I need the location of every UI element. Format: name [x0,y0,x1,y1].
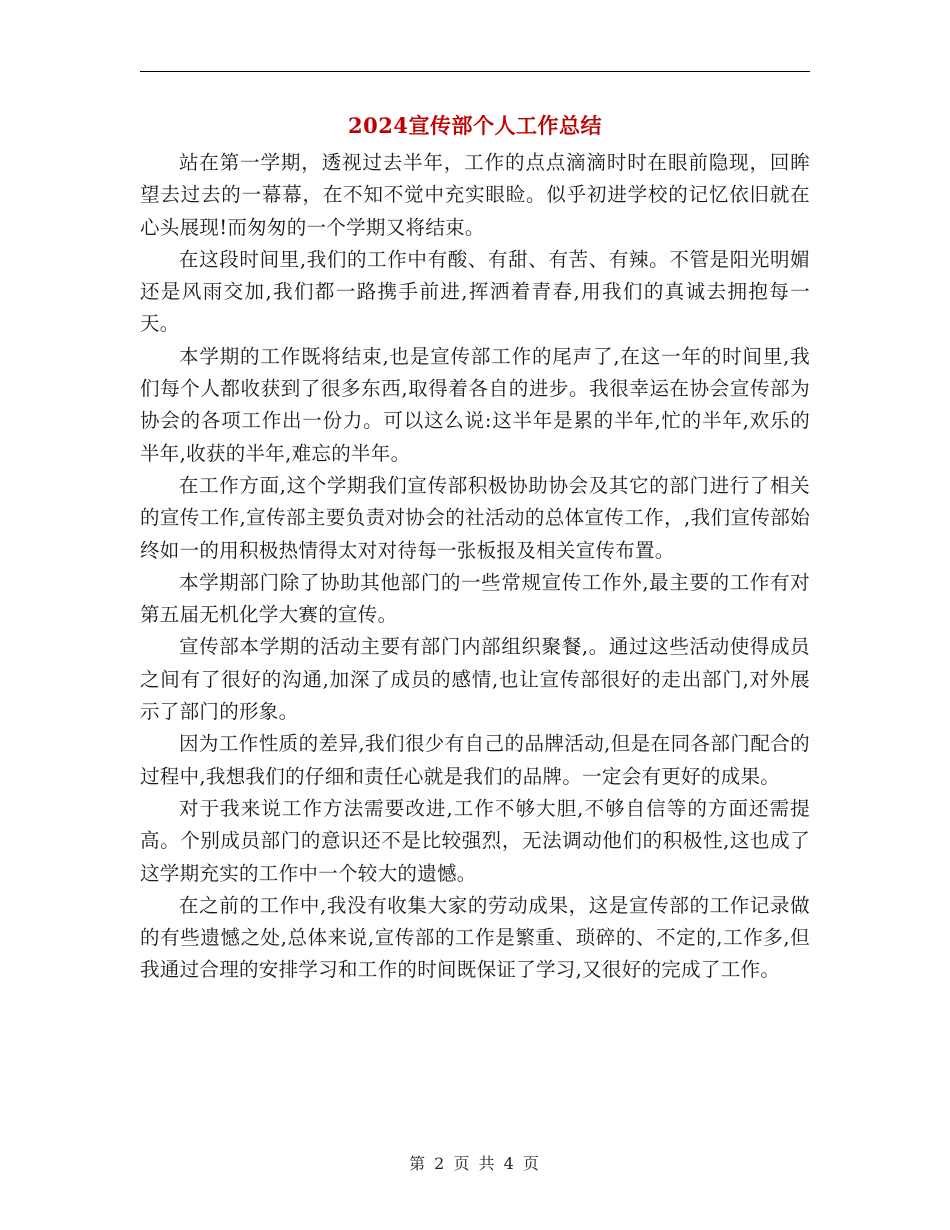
paragraph-5: 本学期部门除了协助其他部门的一些常规宣传工作外,最主要的工作有对第五届无机化学大赛的宣传。 [140,570,810,627]
paragraph-2: 在这段时间里,我们的工作中有酸、有甜、有苦、有辣。不管是阳光明媚还是风雨交加,我们都一路携手前进,挥洒着青春,用我们的真诚去拥抱每一天。 [140,247,810,336]
document-title: 2024宣传部个人工作总结 [348,113,602,138]
paragraph-1: 站在第一学期，透视过去半年，工作的点点滴滴时时在眼前隐现，回眸望去过去的一幕幕，在不知不觉中充实眼睑。似乎初进学校的记忆依旧就在心头展现!而匆匆的一个学期又将结束。 [140,151,810,239]
paragraph-6: 宣传部本学期的活动主要有部门内部组织聚餐,。通过这些活动使得成员之间有了很好的沟通,加深了成员的感情,也让宣传部很好的走出部门,对外展示了部门的形象。 [140,635,810,724]
page-number-footer: 第 2 页 共 4 页 [409,1154,541,1173]
header-rule [140,71,810,72]
paragraph-3: 本学期的工作既将结束,也是宣传部工作的尾声了,在这一年的时间里,我们每个人都收获到了很多东西,取得着各自的进步。我很幸运在协会宣传部为协会的各项工作出一份力。可以这么说:这半年是累的半年,忙的半年,欢乐的半年,收获的半年,难忘的半年。 [140,344,810,465]
paragraph-8: 对于我来说工作方法需要改进,工作不够大胆,不够自信等的方面还需提高。个别成员部门的意识还不是比较强烈，无法调动他们的积极性,这也成了这学期充实的工作中一个较大的遗憾。 [140,796,810,885]
paragraph-9: 在之前的工作中,我没有收集大家的劳动成果，这是宣传部的工作记录做的有些遗憾之处,总体来说,宣传部的工作是繁重、琐碎的、不定的,工作多,但我通过合理的安排学习和工作的时间既保证了学习,又很好的完成了工作。 [140,893,810,982]
paragraph-7: 因为工作性质的差异,我们很少有自己的品牌活动,但是在同各部门配合的过程中,我想我们的仔细和责任心就是我们的品牌。一定会有更好的成果。 [140,732,810,788]
paragraph-4: 在工作方面,这个学期我们宣传部积极协助协会及其它的部门进行了相关的宣传工作,宣传部主要负责对协会的社活动的总体宣传工作，,我们宣传部始终如一的用积极热情得太对对待每一张板报及相关宣传布置。 [140,473,810,562]
document-body [140,147,810,987]
